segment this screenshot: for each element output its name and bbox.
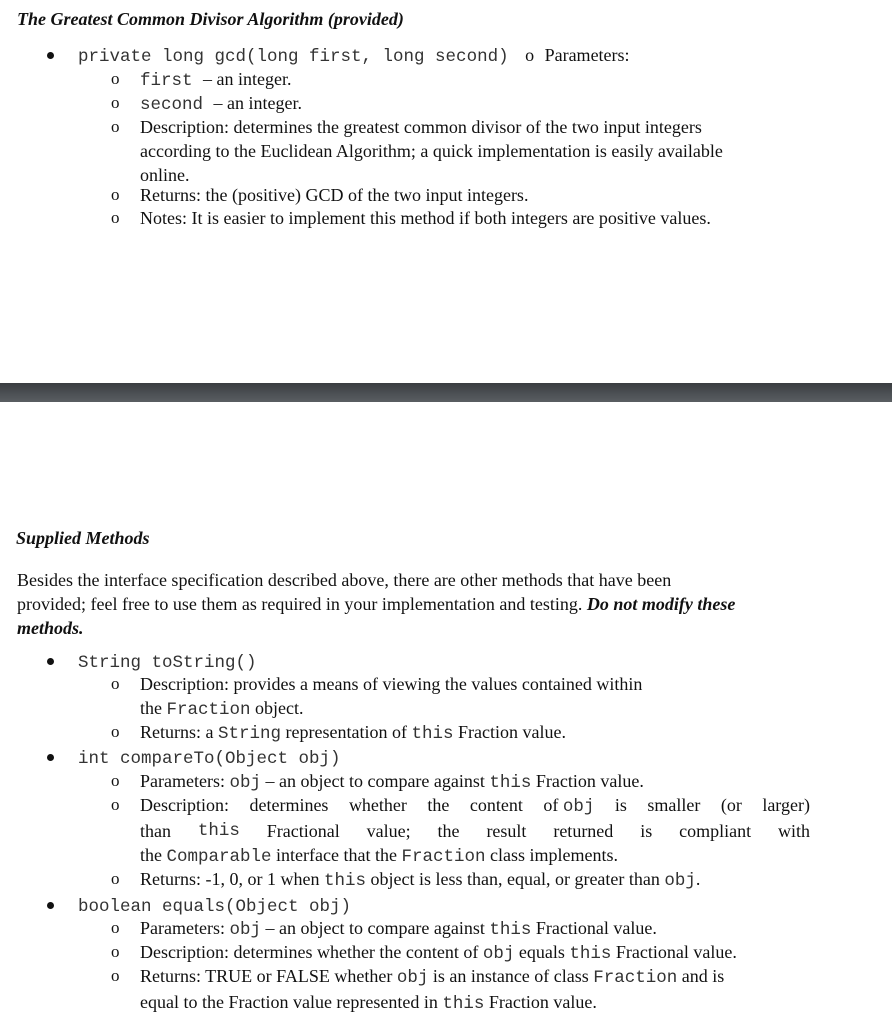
text: Fraction value. [531, 771, 644, 791]
params-label: Parameters: [544, 45, 630, 65]
code-text: this [323, 871, 366, 891]
text: smaller [647, 795, 701, 815]
code-text: obj [562, 797, 595, 817]
text: class implements. [485, 845, 618, 865]
equals-description [140, 940, 737, 966]
intro-text: provided; feel free to use them as required in your implementation and testing. [17, 594, 587, 614]
circle-bullet-icon: o [111, 722, 120, 741]
code-text: Fraction [166, 700, 251, 720]
document-page-bottom [0, 402, 892, 1024]
circle-bullet-icon: o [111, 208, 120, 227]
text: Description: determines whether the content of [140, 942, 483, 962]
text: Fractional [266, 821, 340, 841]
bullet-icon [47, 902, 54, 909]
circle-bullet-icon: o [111, 117, 120, 136]
method-signature: String toString() [78, 653, 257, 673]
compareto-params [140, 769, 644, 795]
code-text: String [218, 724, 282, 744]
text: Fractional value. [611, 942, 737, 962]
description-line: Description: provides a means of viewing the values contained within [140, 674, 643, 694]
text: interface that the [271, 845, 402, 865]
text: Returns: -1, 0, or 1 when [140, 869, 324, 889]
text: is [614, 795, 627, 815]
intro-line [17, 592, 817, 616]
text: larger) [762, 795, 810, 815]
text: – an object to compare against [260, 771, 490, 791]
gcd-signature: private long gcd(long first, long second) [78, 47, 509, 67]
circle-bullet-icon: o [111, 918, 120, 937]
param-first [140, 67, 292, 93]
equals-params [140, 916, 657, 942]
text: Fraction value. [453, 722, 566, 742]
bullet-icon [47, 658, 54, 665]
circle-bullet-icon: o [111, 93, 120, 112]
supplied-intro [17, 568, 817, 640]
compareto-signature [78, 745, 341, 771]
circle-bullet-icon: o [111, 69, 120, 88]
code-text: obj [396, 968, 429, 988]
text: the [427, 795, 450, 815]
intro-emphasis: Do not modify these [586, 594, 736, 614]
text: with [777, 821, 810, 841]
code-text: this [411, 724, 454, 744]
supplied-heading: Supplied Methods [16, 528, 150, 548]
circle-bullet-icon: o [111, 795, 120, 814]
code-text: Fraction [593, 968, 678, 988]
text: representation of [281, 722, 412, 742]
gcd-returns: Returns: the (positive) GCD of the two input integers. [140, 185, 529, 205]
description-line [140, 793, 810, 819]
circle-bullet-icon: o [525, 45, 535, 65]
text: Parameters: [140, 771, 230, 791]
text: whether [348, 795, 407, 815]
code-text: obj [229, 920, 261, 940]
code-text: this [197, 821, 240, 841]
text: equal to the Fraction value represented in [140, 992, 443, 1012]
code-text: obj [229, 773, 261, 793]
text: content [469, 795, 523, 815]
text: – an object to compare against [260, 918, 490, 938]
circle-bullet-icon: o [111, 869, 120, 888]
text: is [640, 821, 653, 841]
text: object is less than, equal, or greater than [366, 869, 665, 889]
compareto-description [140, 793, 810, 869]
text: returned [553, 821, 614, 841]
param-text: – an integer. [213, 93, 302, 113]
tostring-description [140, 672, 642, 722]
gcd-description [140, 115, 723, 187]
text: Returns: a [140, 722, 218, 742]
code-text: this [569, 944, 612, 964]
description-line [140, 843, 810, 869]
code-text: obj [664, 871, 696, 891]
bullet-icon [47, 754, 54, 761]
description-line [140, 819, 810, 843]
gcd-heading: The Greatest Common Divisor Algorithm (provided) [17, 9, 404, 29]
text: Fraction value. [484, 992, 597, 1012]
code-text: obj [482, 944, 515, 964]
text: of obj [543, 795, 595, 817]
text: is an instance of class [428, 966, 594, 986]
text: Fractional value. [531, 918, 657, 938]
text: determines [249, 795, 329, 815]
text: than [140, 821, 171, 841]
code-text: this [489, 773, 532, 793]
intro-emphasis: methods. [17, 618, 84, 638]
text: the [140, 845, 167, 865]
method-signature: boolean equals(Object obj) [78, 897, 352, 917]
gcd-signature-line [78, 43, 630, 69]
param-name: first [140, 71, 193, 91]
circle-bullet-icon: o [111, 674, 120, 693]
circle-bullet-icon: o [111, 966, 120, 985]
text: result [486, 821, 527, 841]
text: object. [250, 698, 304, 718]
code-text: this [442, 994, 485, 1014]
document-page-top [0, 0, 892, 383]
returns-line [140, 964, 724, 990]
text: (or [720, 795, 742, 815]
code-text: Comparable [166, 847, 272, 867]
description-line: according to the Euclidean Algorithm; a quick implementation is easily available [140, 141, 723, 161]
description-line: Description: determines the greatest common divisor of the two input integers [140, 117, 702, 137]
text: and is [677, 966, 725, 986]
compareto-returns [140, 867, 700, 893]
text: Description: [140, 795, 229, 815]
param-text: – an integer. [203, 69, 292, 89]
text: compliant [679, 821, 752, 841]
page-divider [0, 383, 892, 402]
code-text: this [489, 920, 532, 940]
gcd-notes: Notes: It is easier to implement this method if both integers are positive values. [140, 208, 711, 228]
circle-bullet-icon: o [111, 771, 120, 790]
text: value; [366, 821, 411, 841]
returns-line [140, 990, 724, 1016]
code-text: Fraction [401, 847, 486, 867]
param-name: second [140, 95, 204, 115]
intro-line: Besides the interface specification described above, there are other methods that have been [17, 570, 672, 590]
text: equals [514, 942, 570, 962]
text: . [695, 869, 701, 889]
text: Parameters: [140, 918, 230, 938]
circle-bullet-icon: o [111, 942, 120, 961]
text: Returns: TRUE or FALSE whether [140, 966, 397, 986]
description-line [140, 696, 642, 722]
bullet-icon [47, 52, 54, 59]
circle-bullet-icon: o [111, 185, 120, 204]
param-second [140, 91, 302, 117]
text: the [140, 698, 167, 718]
text: the [437, 821, 460, 841]
equals-returns [140, 964, 724, 1016]
tostring-returns [140, 720, 566, 746]
method-signature: int compareTo(Object obj) [78, 749, 341, 769]
description-line: online. [140, 165, 190, 185]
